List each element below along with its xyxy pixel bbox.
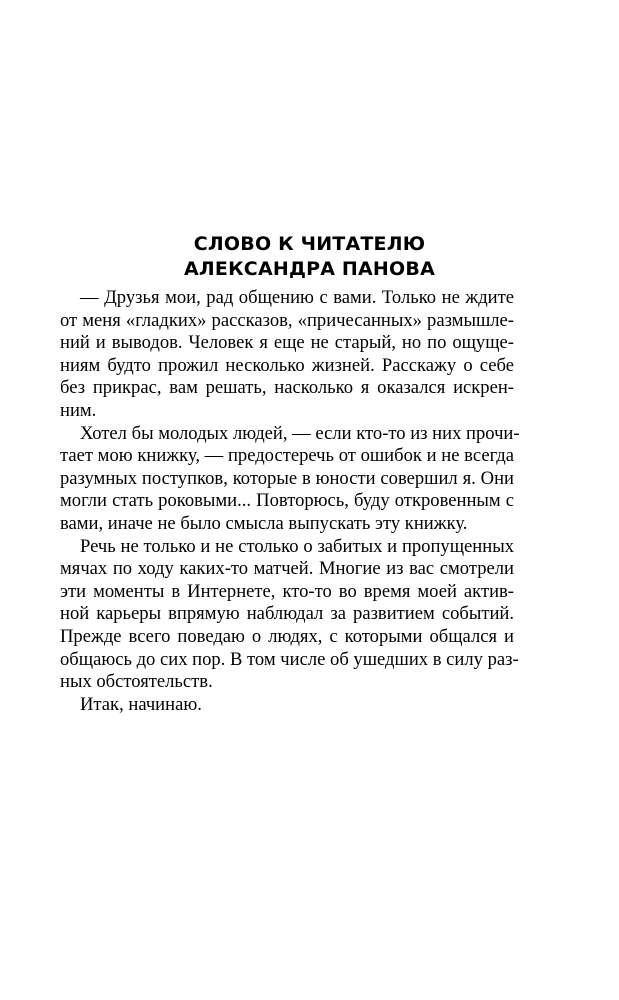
text-line: ниям будто прожил несколько жизней. Расскажу о себе [60,354,514,376]
text-line: Прежде всего поведаю о людях, с которыми общался и [60,625,514,647]
paragraph-4 [60,694,514,717]
heading-line-1: СЛОВО К ЧИТАТЕЛЮ [193,233,426,255]
text-line: ной карьеры впрямую наблюдал за развитием событий. [60,603,514,625]
text-line: общаюсь до сих пор. В том числе об ушедших в силу раз- [60,648,519,670]
paragraph-1 [60,287,514,423]
text-line: Хотел бы молодых людей, — если кто-то из них прочи- [80,422,520,444]
text-line: ним. [60,399,97,421]
text-line: ных обстоятельств. [60,671,213,693]
text-line: Итак, начинаю. [80,693,202,715]
paragraph-3 [60,535,519,694]
text-line: разумных поступков, которые в юности совершил я. Они [60,467,514,489]
text-line: тает мою книжку, — предостеречь от ошибок и не всегда [60,445,514,467]
text-line: — Друзья мои, рад общению с вами. Только не ждите [80,287,514,308]
text-line: ний и выводов. Человек я еще не старый, но по ощуще- [60,332,514,354]
paragraph-2 [60,422,520,536]
text-line: от меня «гладких» рассказов, «причесанных» размышле- [60,309,514,331]
heading-line-2: АЛЕКСАНДРА ПАНОВА [184,258,435,280]
text-line: мячах по ходу каких-то матчей. Многие из вас смотрели [60,558,514,580]
text-line: могли стать роковыми... Повторюсь, буду откровенным с [60,490,514,512]
body-text [60,287,520,716]
text-line: без прикрас, вам решать, насколько я оказался искрен- [60,377,514,399]
text-line: эти моменты в Интернете, кто-то во время моей актив- [60,580,514,602]
chapter-heading [0,232,619,282]
text-line: вами, иначе не было смысла выпускать эту книжку. [60,512,468,534]
text-line: Речь не только и не столько о забитых и пропущенных [80,535,514,557]
